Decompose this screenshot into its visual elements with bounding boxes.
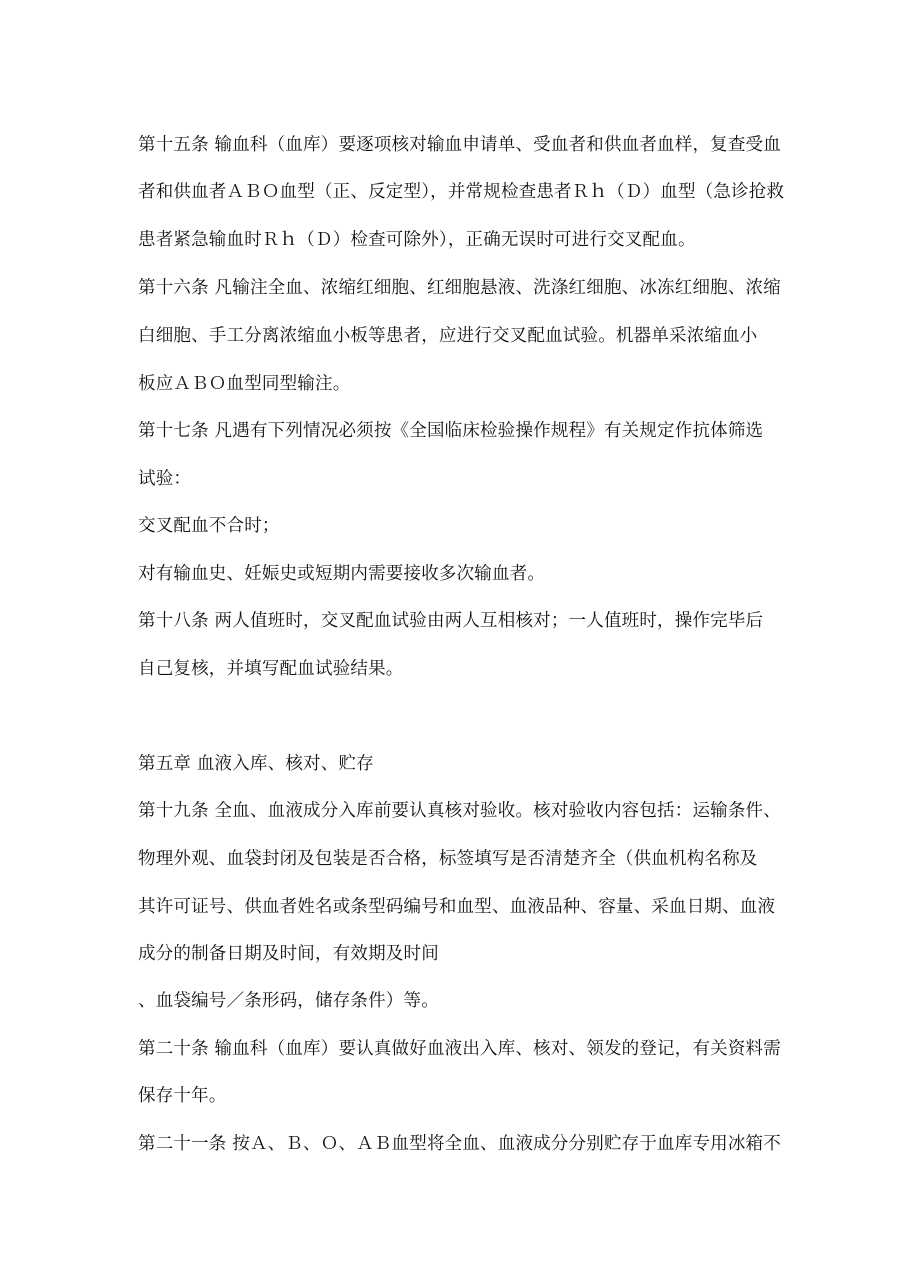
text-line: 其许可证号、供血者姓名或条型码编号和血型、血液品种、容量、采血日期、血液 (138, 897, 776, 917)
text-line: 第二十条 输血科（血库）要认真做好血液出入库、核对、领发的登记，有关资料需 (138, 1039, 781, 1059)
text-line: 第十七条 凡遇有下列情况必须按《全国临床检验操作规程》有关规定作抗体筛选 (138, 421, 764, 441)
text-line: 第十八条 两人值班时，交叉配血试验由两人互相核对；一人值班时，操作完毕后 (138, 611, 764, 631)
text-line: 交叉配血不合时； (138, 516, 280, 536)
text-line: 物理外观、血袋封闭及包装是否合格，标签填写是否清楚齐全（供血机构名称及 (138, 849, 758, 869)
text-line: 第十五条 输血科（血库）要逐项核对输血申请单、受血者和供血者血样，复查受血 (138, 135, 781, 155)
text-line: 、血袋编号／条形码，储存条件）等。 (138, 991, 439, 1011)
text-line: 者和供血者ＡＢＯ血型（正、反定型），并常规检查患者Ｒｈ（Ｄ）血型（急诊抢救 (138, 182, 785, 202)
text-line: 对有输血史、妊娠史或短期内需要接收多次输血者。 (138, 564, 546, 584)
text-line: 第十六条 凡输注全血、浓缩红细胞、红细胞悬液、洗涤红细胞、冰冻红细胞、浓缩 (138, 278, 781, 298)
text-line: 第二十一条 按Ａ、Ｂ、Ｏ、ＡＢ血型将全血、血液成分分别贮存于血库专用冰箱不 (138, 1134, 781, 1154)
text-line: 自己复核，并填写配血试验结果。 (138, 659, 404, 679)
text-line: 试验： (138, 469, 192, 489)
text-line: 板应ＡＢＯ血型同型输注。 (138, 374, 351, 394)
text-line: 第十九条 全血、血液成分入库前要认真核对验收。核对验收内容包括：运输条件、 (138, 801, 781, 821)
text-line: 白细胞、手工分离浓缩血小板等患者，应进行交叉配血试验。机器单采浓缩血小 (138, 326, 758, 346)
text-line: 保存十年。 (138, 1086, 227, 1106)
text-line: 患者紧急输血时Ｒｈ（Ｄ）检查可除外），正确无误时可进行交叉配血。 (138, 230, 696, 250)
chapter-heading: 第五章 血液入库、核对、贮存 (138, 754, 374, 774)
text-line: 成分的制备日期及时间，有效期及时间 (138, 944, 439, 964)
